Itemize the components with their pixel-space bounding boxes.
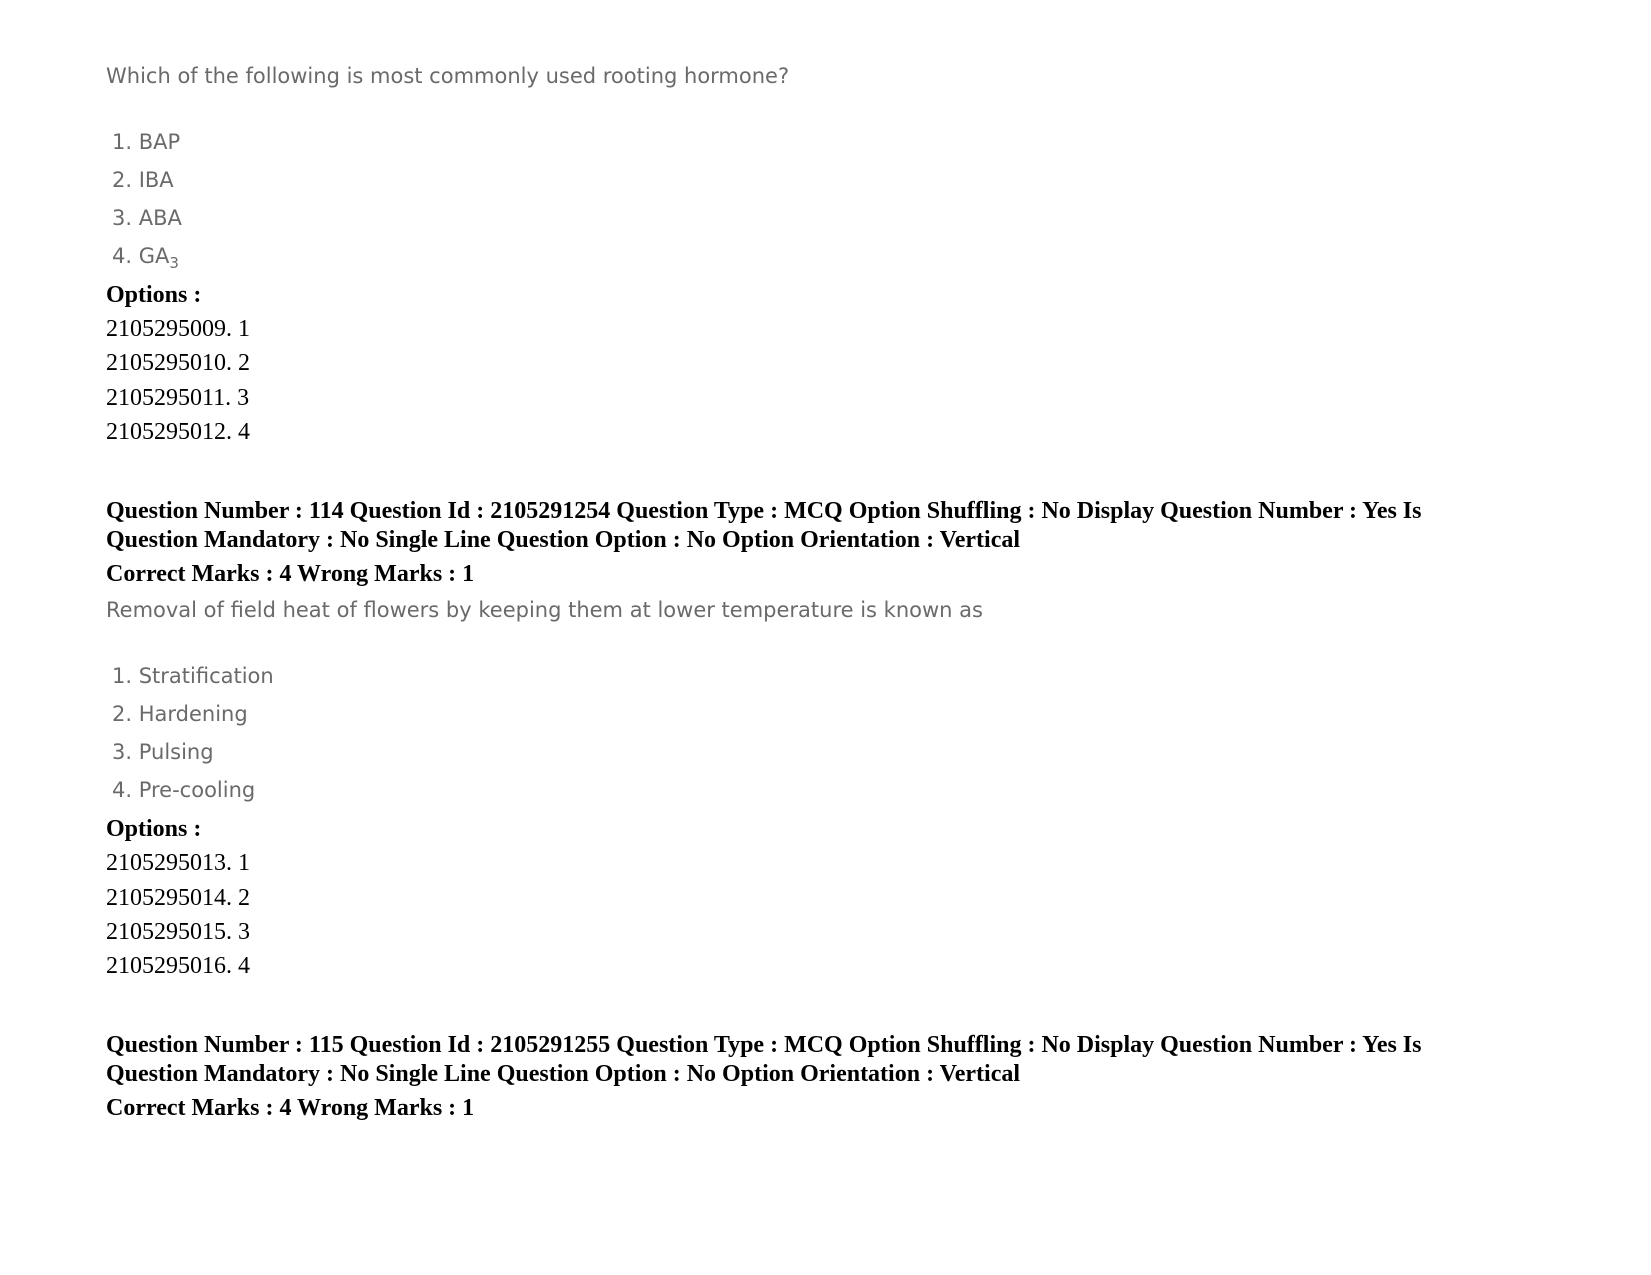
choice-4-subscript: 3	[169, 254, 179, 272]
option-id-2: 2105295010. 2	[106, 350, 250, 376]
marks-line: Correct Marks : 4 Wrong Marks : 1	[106, 1095, 475, 1121]
option-id-3: 2105295011. 3	[106, 385, 250, 411]
option-id-1: 2105295013. 1	[106, 850, 250, 876]
question-meta-line-1: Question Number : 114 Question Id : 2105291254 Question Type : MCQ Option Shuffling : No Display Question Number : Yes Is	[106, 498, 1422, 524]
choice-1: 1. Stratification	[112, 664, 274, 688]
option-id-1: 2105295009. 1	[106, 316, 250, 342]
options-label: Options :	[106, 282, 202, 308]
options-label: Options :	[106, 816, 202, 842]
choice-4	[112, 244, 179, 272]
option-id-2: 2105295014. 2	[106, 885, 250, 911]
question-text: Which of the following is most commonly used rooting hormone?	[106, 64, 790, 88]
choice-4: 4. Pre-cooling	[112, 778, 256, 802]
question-meta-line-2: Question Mandatory : No Single Line Question Option : No Option Orientation : Vertical	[106, 527, 1021, 553]
option-id-4: 2105295012. 4	[106, 419, 250, 445]
option-id-3: 2105295015. 3	[106, 919, 250, 945]
choice-2: 2. Hardening	[112, 702, 248, 726]
choice-3: 3. ABA	[112, 206, 182, 230]
marks-line: Correct Marks : 4 Wrong Marks : 1	[106, 561, 475, 587]
choice-4-text: 4. GA	[112, 244, 170, 268]
choice-2: 2. IBA	[112, 168, 174, 192]
choice-1: 1. BAP	[112, 130, 181, 154]
question-meta-line-1: Question Number : 115 Question Id : 2105291255 Question Type : MCQ Option Shuffling : No Display Question Number : Yes Is	[106, 1032, 1422, 1058]
question-text: Removal of field heat of flowers by keeping them at lower temperature is known as	[106, 598, 983, 622]
option-id-4: 2105295016. 4	[106, 953, 250, 979]
question-meta-line-2: Question Mandatory : No Single Line Question Option : No Option Orientation : Vertical	[106, 1061, 1021, 1087]
choice-3: 3. Pulsing	[112, 740, 214, 764]
